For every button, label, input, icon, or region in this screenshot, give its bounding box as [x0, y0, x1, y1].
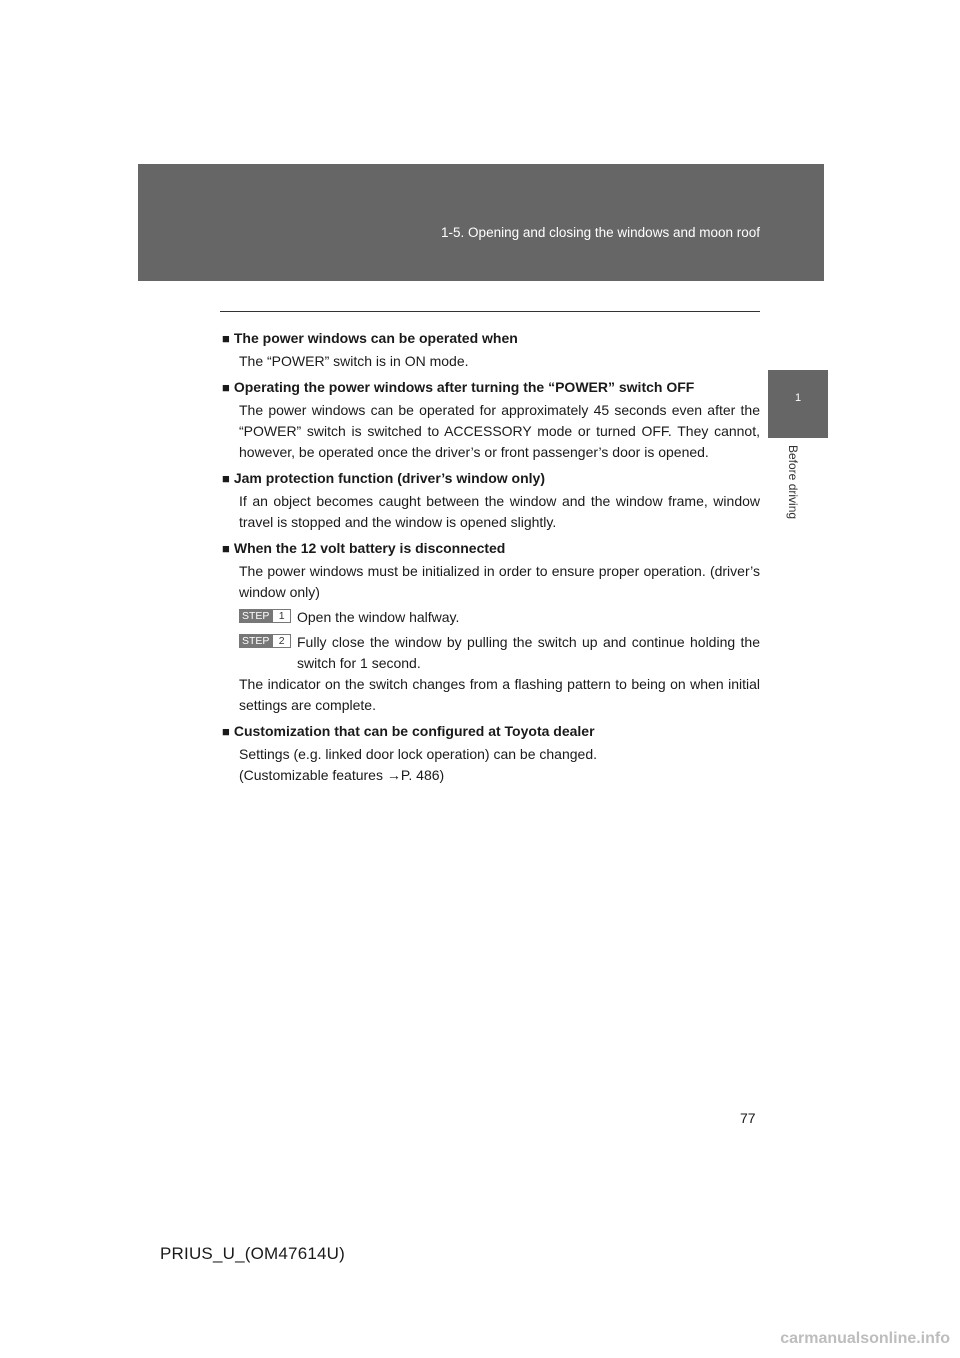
step-item	[239, 632, 760, 674]
chapter-label: Before driving	[786, 445, 800, 520]
section-body: The “POWER” switch is in ON mode.	[239, 353, 469, 369]
section-body: Settings (e.g. linked door lock operation) can be changed.	[239, 746, 598, 762]
watermark: carmanualsonline.info	[780, 1330, 950, 1347]
section-body: The power windows must be initialized in order to ensure proper operation. (driver’s window only)	[239, 563, 760, 600]
page-number: 77	[740, 1110, 756, 1126]
step-badge: STEP 2	[239, 634, 291, 648]
header-rule	[220, 311, 760, 312]
step-text: Open the window halfway.	[297, 609, 460, 625]
step-text: Fully close the window by pulling the switch up and continue holding the switch for 1 second.	[297, 634, 760, 671]
section-customization	[222, 721, 760, 786]
square-bullet-icon: ■	[222, 331, 230, 346]
chapter-tab	[768, 370, 828, 438]
cross-reference-link[interactable]: (Customizable features →P. 486)	[239, 767, 445, 783]
section-heading: ■ The power windows can be operated when	[222, 330, 518, 346]
section-heading: ■ Operating the power windows after turning the “POWER” switch OFF	[222, 379, 695, 395]
section-operable-when	[222, 328, 760, 372]
section-jam-protection	[222, 468, 760, 533]
document-code: PRIUS_U_(OM47614U)	[160, 1244, 345, 1263]
section-battery-disconnected	[222, 538, 760, 716]
section-heading: ■ Customization that can be configured at Toyota dealer	[222, 723, 595, 739]
header-band	[138, 164, 824, 281]
main-content	[222, 328, 760, 791]
square-bullet-icon: ■	[222, 471, 230, 486]
section-body: If an object becomes caught between the window and the window frame, window travel is stopped and the window is opened slightly.	[239, 493, 760, 530]
square-bullet-icon: ■	[222, 541, 230, 556]
section-after-power-off	[222, 377, 760, 463]
step-badge: STEP 1	[239, 609, 291, 623]
section-heading: ■ When the 12 volt battery is disconnected	[222, 540, 506, 556]
square-bullet-icon: ■	[222, 724, 230, 739]
chapter-label-rotated	[784, 445, 800, 540]
chapter-number: 1	[794, 392, 802, 404]
section-body: The power windows can be operated for approximately 45 seconds even after the “POWER” switch is switched to ACCESSORY mode or turned OFF. They cannot, however, be operated once the driver’s or front passenger’s door is opened.	[239, 402, 760, 460]
section-note: The indicator on the switch changes from a flashing pattern to being on when initial settings are complete.	[239, 676, 760, 713]
square-bullet-icon: ■	[222, 380, 230, 395]
step-item	[239, 607, 760, 628]
section-heading: ■ Jam protection function (driver’s window only)	[222, 470, 545, 486]
section-title: 1-5. Opening and closing the windows and moon roof	[441, 225, 760, 240]
